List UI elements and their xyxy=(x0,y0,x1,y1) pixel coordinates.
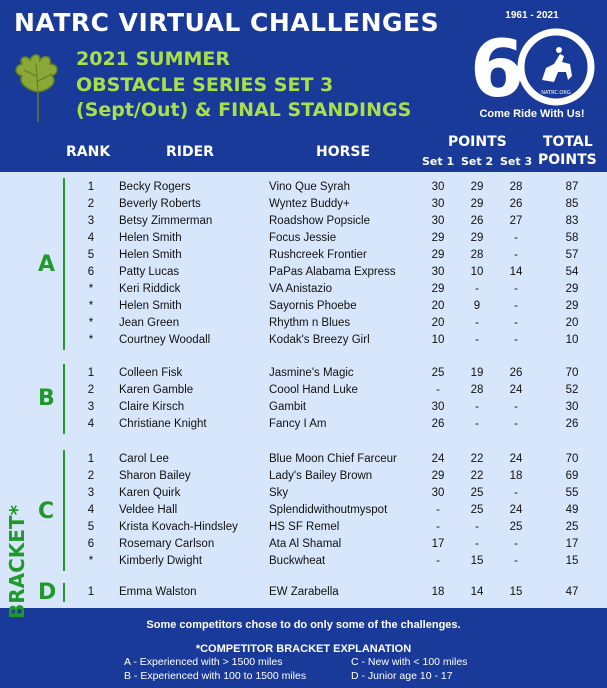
row-total: 10 xyxy=(565,334,579,346)
row-set-3: 24 xyxy=(509,384,523,396)
table-row xyxy=(0,383,607,400)
row-rank: 4 xyxy=(87,418,95,430)
row-horse: Rushcreek Frontier xyxy=(269,249,367,261)
row-set-3: - xyxy=(514,555,518,567)
row-set-2: 22 xyxy=(470,470,484,482)
legend-bracket-c: C - New with < 100 miles xyxy=(351,656,468,668)
row-set-1: 30 xyxy=(431,401,445,413)
row-set-1: 30 xyxy=(431,215,445,227)
row-set-2: 28 xyxy=(470,384,484,396)
row-rider: Christiane Knight xyxy=(119,418,207,430)
row-set-3: 28 xyxy=(509,181,523,193)
anniversary-emblem xyxy=(468,24,596,108)
row-rider: Claire Kirsch xyxy=(119,401,185,413)
row-set-1: 20 xyxy=(431,317,445,329)
row-set-1: 29 xyxy=(431,249,445,261)
row-set-2: 25 xyxy=(470,487,484,499)
row-rank: 1 xyxy=(87,586,95,598)
bracket-a-letter: A xyxy=(38,252,56,277)
row-horse: Lady's Bailey Brown xyxy=(269,470,373,482)
row-horse: HS SF Remel xyxy=(269,521,340,533)
bracket-c-letter: C xyxy=(38,499,55,524)
row-total: 57 xyxy=(565,249,579,261)
row-set-1: 25 xyxy=(431,367,445,379)
row-set-3: 14 xyxy=(509,266,523,278)
table-row xyxy=(0,452,607,469)
row-rider: Betsy Zimmerman xyxy=(119,215,213,227)
row-set-3: 18 xyxy=(509,470,523,482)
row-rank: 3 xyxy=(87,487,95,499)
row-horse: Focus Jessie xyxy=(269,232,337,244)
row-set-2: 19 xyxy=(470,367,484,379)
row-horse: Jasmine's Magic xyxy=(269,367,354,379)
row-rider: Kimberly Dwight xyxy=(119,555,203,567)
column-points: POINTS xyxy=(448,134,507,150)
row-set-2: 10 xyxy=(470,266,484,278)
table-row xyxy=(0,520,607,537)
oak-leaf-icon xyxy=(8,52,68,124)
header xyxy=(0,0,607,172)
row-total: 49 xyxy=(565,504,579,516)
row-set-1: - xyxy=(436,555,440,567)
row-set-2: 28 xyxy=(470,249,484,261)
row-rider: Karen Gamble xyxy=(119,384,194,396)
table-row xyxy=(0,366,607,383)
row-set-2: - xyxy=(475,538,479,550)
row-horse: Splendidwithoutmyspot xyxy=(269,504,388,516)
row-total: 47 xyxy=(565,586,579,598)
table-row xyxy=(0,265,607,282)
row-set-3: - xyxy=(514,300,518,312)
row-total: 30 xyxy=(565,401,579,413)
bracket-b-letter: B xyxy=(38,386,55,411)
row-horse: Roadshow Popsicle xyxy=(269,215,371,227)
logo-site: NATRC.ORG xyxy=(541,90,571,96)
row-set-3: - xyxy=(514,334,518,346)
row-set-2: - xyxy=(475,418,479,430)
row-set-1: 30 xyxy=(431,266,445,278)
row-set-2: 22 xyxy=(470,453,484,465)
table-row xyxy=(0,333,607,350)
table-row xyxy=(0,248,607,265)
row-rider: Patty Lucas xyxy=(119,266,180,278)
row-set-3: - xyxy=(514,487,518,499)
row-set-2: 25 xyxy=(470,504,484,516)
row-rank: 2 xyxy=(87,470,95,482)
row-set-1: 30 xyxy=(431,181,445,193)
row-total: 15 xyxy=(565,555,579,567)
row-rank: 2 xyxy=(87,198,95,210)
row-rider: Helen Smith xyxy=(119,232,182,244)
row-rank: 3 xyxy=(87,401,95,413)
table-row xyxy=(0,469,607,486)
subtitle-standings: (Sept/Out) & FINAL STANDINGS xyxy=(76,99,412,121)
row-rank: 1 xyxy=(87,367,95,379)
row-set-1: 29 xyxy=(431,470,445,482)
row-set-2: - xyxy=(475,401,479,413)
row-rank: 3 xyxy=(87,215,95,227)
legend-title: *COMPETITOR BRACKET EXPLANATION xyxy=(195,643,412,655)
row-set-1: 17 xyxy=(431,538,445,550)
row-rider: Beverly Roberts xyxy=(119,198,201,210)
row-set-3: 24 xyxy=(509,453,523,465)
logo-years: 1961 - 2021 xyxy=(505,10,559,21)
row-set-3: - xyxy=(514,283,518,295)
row-set-1: 26 xyxy=(431,418,445,430)
row-rider: Veldee Hall xyxy=(119,504,178,516)
page-title: NATRC VIRTUAL CHALLENGES xyxy=(14,8,440,37)
table-row xyxy=(0,486,607,503)
row-set-2: 29 xyxy=(470,198,484,210)
row-rider: Karen Quirk xyxy=(119,487,181,499)
row-horse: Blue Moon Chief Farceur xyxy=(269,453,397,465)
row-set-1: 29 xyxy=(431,232,445,244)
row-horse: Wyntez Buddy+ xyxy=(269,198,350,210)
row-total: 29 xyxy=(565,300,579,312)
row-set-3: 27 xyxy=(509,215,523,227)
column-rank: RANK xyxy=(66,144,111,160)
row-rank: 4 xyxy=(87,232,95,244)
column-horse: HORSE xyxy=(316,144,371,160)
row-total: 29 xyxy=(565,283,579,295)
row-rider: Helen Smith xyxy=(119,249,182,261)
row-total: 52 xyxy=(565,384,579,396)
row-set-1: 30 xyxy=(431,487,445,499)
row-horse: Vino Que Syrah xyxy=(269,181,350,193)
column-total-points: POINTS xyxy=(538,152,597,168)
column-total: TOTAL xyxy=(543,134,593,150)
row-rider: Carol Lee xyxy=(119,453,169,465)
row-set-3: - xyxy=(514,317,518,329)
table-row xyxy=(0,537,607,554)
legend-bracket-b: B - Experienced with 100 to 1500 miles xyxy=(124,670,307,682)
row-total: 26 xyxy=(565,418,579,430)
row-horse: Kodak's Breezy Girl xyxy=(269,334,370,346)
row-total: 54 xyxy=(565,266,579,278)
row-rider: Keri Riddick xyxy=(119,283,181,295)
row-rider: Rosemary Carlson xyxy=(119,538,215,550)
row-set-3: - xyxy=(514,249,518,261)
row-set-3: - xyxy=(514,232,518,244)
row-set-1: 10 xyxy=(431,334,445,346)
row-set-3: 26 xyxy=(509,367,523,379)
bracket-label-text: BRACKET* xyxy=(5,504,29,620)
row-rank: 1 xyxy=(87,453,95,465)
row-total: 83 xyxy=(565,215,579,227)
row-set-1: 29 xyxy=(431,283,445,295)
row-rank: * xyxy=(88,300,94,312)
row-rank: 6 xyxy=(87,266,95,278)
row-set-2: - xyxy=(475,283,479,295)
row-horse: Rhythm n Blues xyxy=(269,317,351,329)
footnote: Some competitors chose to do only some of the challenges. xyxy=(146,619,461,631)
natrc-60-logo xyxy=(462,8,602,126)
row-rank: 2 xyxy=(87,384,95,396)
table-row xyxy=(0,417,607,434)
row-horse: Buckwheat xyxy=(269,555,326,567)
row-rider: Colleen Fisk xyxy=(119,367,183,379)
logo-tagline: Come Ride With Us! xyxy=(479,108,585,120)
row-horse: Sky xyxy=(269,487,289,499)
logo-number-6: 6 xyxy=(470,25,525,108)
row-set-3: 25 xyxy=(509,521,523,533)
row-set-1: - xyxy=(436,384,440,396)
row-total: 25 xyxy=(565,521,579,533)
row-set-1: 30 xyxy=(431,198,445,210)
row-set-1: - xyxy=(436,521,440,533)
row-rider: Jean Green xyxy=(119,317,180,329)
row-horse: Fancy I Am xyxy=(269,418,327,430)
row-total: 20 xyxy=(565,317,579,329)
row-set-3: - xyxy=(514,538,518,550)
column-set-2: Set 2 xyxy=(461,155,494,168)
row-total: 69 xyxy=(565,470,579,482)
table-row xyxy=(0,231,607,248)
table-row xyxy=(0,503,607,520)
row-horse: Ata Al Shamal xyxy=(269,538,342,550)
row-set-2: - xyxy=(475,521,479,533)
row-set-2: - xyxy=(475,334,479,346)
table-row xyxy=(0,180,607,197)
table-row xyxy=(0,554,607,571)
row-set-3: - xyxy=(514,401,518,413)
table-row xyxy=(0,316,607,333)
row-total: 87 xyxy=(565,181,579,193)
row-horse: PaPas Alabama Express xyxy=(269,266,396,278)
row-rider: Emma Walston xyxy=(119,586,197,598)
table-row xyxy=(0,197,607,214)
legend-bracket-d: D - Junior age 10 - 17 xyxy=(351,670,453,682)
table-row xyxy=(0,400,607,417)
row-rider: Becky Rogers xyxy=(119,181,191,193)
row-rank: 4 xyxy=(87,504,95,516)
row-total: 85 xyxy=(565,198,579,210)
standings-table xyxy=(0,172,607,620)
row-horse: Sayornis Phoebe xyxy=(269,300,357,312)
footer xyxy=(0,608,607,688)
row-rank: 5 xyxy=(87,521,95,533)
row-set-1: - xyxy=(436,504,440,516)
row-set-3: 15 xyxy=(509,586,523,598)
row-set-2: 15 xyxy=(470,555,484,567)
row-rank: * xyxy=(88,555,94,567)
row-set-1: 18 xyxy=(431,586,445,598)
row-rank: * xyxy=(88,317,94,329)
table-row xyxy=(0,585,607,602)
table-row xyxy=(0,214,607,231)
row-set-2: 26 xyxy=(470,215,484,227)
row-set-1: 24 xyxy=(431,453,445,465)
row-horse: Gambit xyxy=(269,401,307,413)
row-rank: * xyxy=(88,334,94,346)
row-total: 17 xyxy=(565,538,579,550)
row-set-3: 26 xyxy=(509,198,523,210)
row-set-2: 9 xyxy=(473,300,481,312)
row-rider: Krista Kovach-Hindsley xyxy=(119,521,238,533)
row-set-2: - xyxy=(475,317,479,329)
bracket-d-letter: D xyxy=(38,580,57,605)
row-set-2: 14 xyxy=(470,586,484,598)
row-set-1: 20 xyxy=(431,300,445,312)
row-rank: * xyxy=(88,283,94,295)
column-set-3: Set 3 xyxy=(500,155,533,168)
row-horse: EW Zarabella xyxy=(269,586,339,598)
column-rider: RIDER xyxy=(166,144,214,160)
table-row xyxy=(0,282,607,299)
row-total: 58 xyxy=(565,232,579,244)
row-set-2: 29 xyxy=(470,232,484,244)
row-horse: VA Anistazio xyxy=(269,283,333,295)
row-rank: 6 xyxy=(87,538,95,550)
row-rank: 5 xyxy=(87,249,95,261)
row-rank: 1 xyxy=(87,181,95,193)
legend-bracket-a: A - Experienced with > 1500 miles xyxy=(124,656,283,668)
subtitle-series: OBSTACLE SERIES SET 3 xyxy=(76,74,334,96)
row-set-3: - xyxy=(514,418,518,430)
row-rider: Sharon Bailey xyxy=(119,470,191,482)
row-rider: Helen Smith xyxy=(119,300,182,312)
row-horse: Coool Hand Luke xyxy=(269,384,358,396)
row-total: 70 xyxy=(565,453,579,465)
subtitle-season: 2021 SUMMER xyxy=(76,48,231,70)
column-set-1: Set 1 xyxy=(422,155,455,168)
row-set-2: 29 xyxy=(470,181,484,193)
table-row xyxy=(0,299,607,316)
row-rider: Courtney Woodall xyxy=(119,334,211,346)
row-total: 55 xyxy=(565,487,579,499)
row-total: 70 xyxy=(565,367,579,379)
row-set-3: 24 xyxy=(509,504,523,516)
horse-rider-icon xyxy=(542,54,572,82)
